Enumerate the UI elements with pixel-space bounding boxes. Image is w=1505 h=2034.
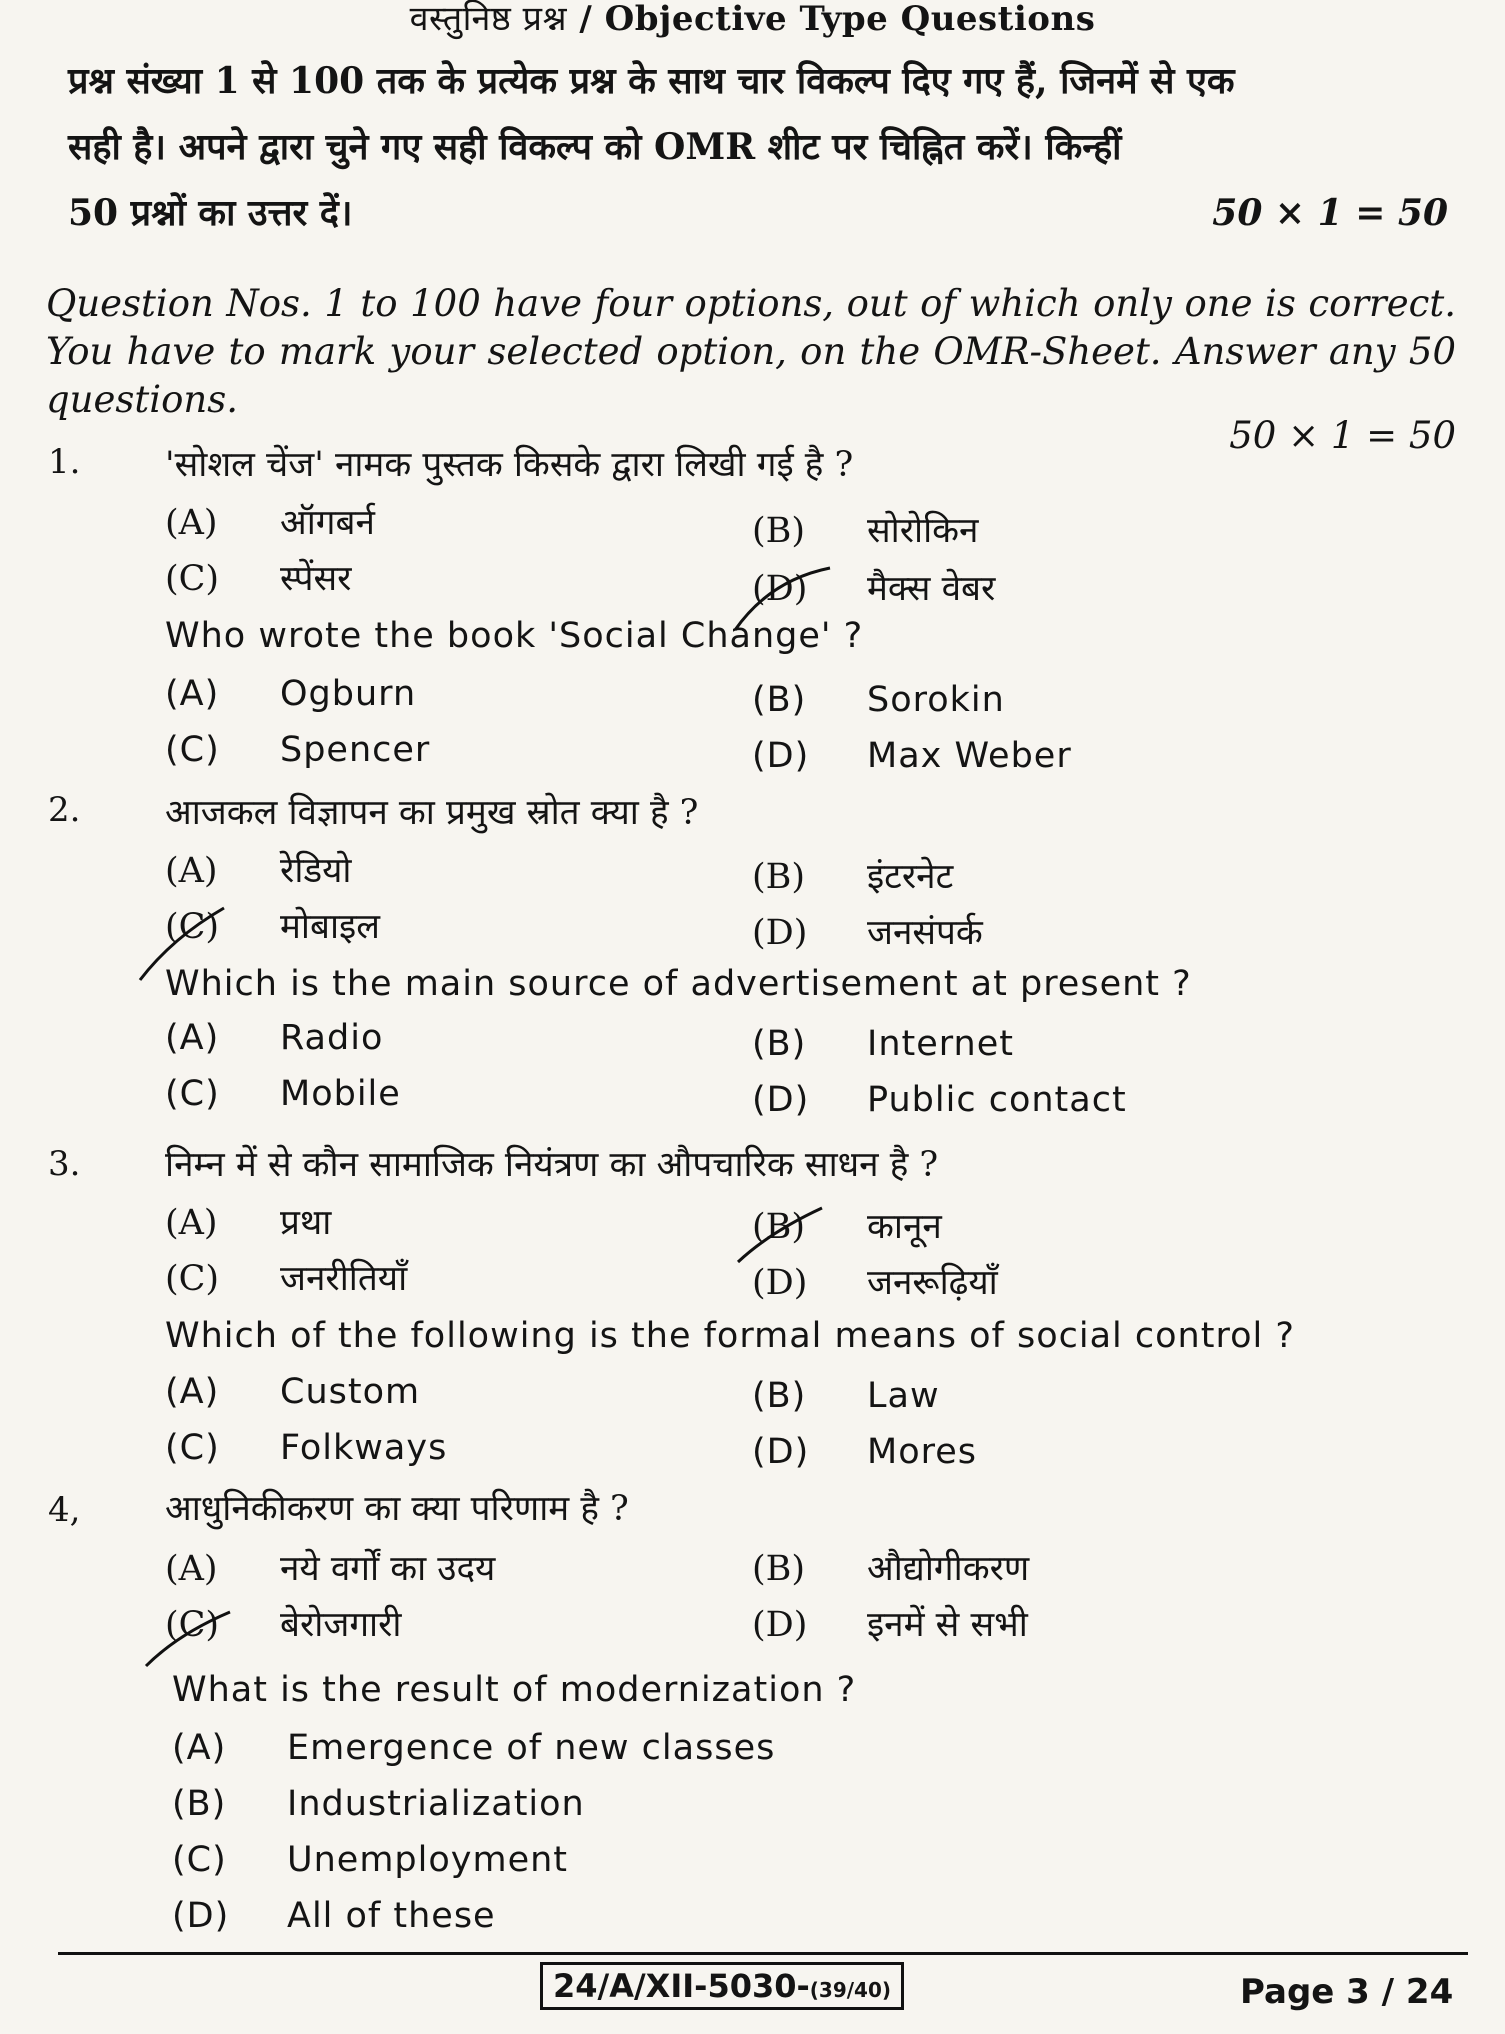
option-hindi-d xyxy=(752,1600,1028,1647)
question-stem-english: What is the result of modernization ? xyxy=(172,1670,857,1710)
question-number: 3. xyxy=(48,1144,81,1184)
option-text: Radio xyxy=(280,1018,384,1058)
option-label: (D) xyxy=(752,1432,810,1472)
option-text: औद्योगीकरण xyxy=(867,1549,1030,1589)
option-english-b xyxy=(752,1376,940,1416)
section-title-english: Objective Type Questions xyxy=(604,0,1096,39)
option-english-a xyxy=(172,1728,775,1768)
option-text: Max Weber xyxy=(867,736,1072,776)
option-hindi-d xyxy=(752,908,983,955)
option-hindi-b xyxy=(752,1544,1029,1591)
option-english-d xyxy=(172,1896,496,1936)
option-text: Spencer xyxy=(280,730,431,770)
instructions-english xyxy=(46,280,1456,457)
option-text: Sorokin xyxy=(867,680,1005,720)
option-hindi-a xyxy=(165,1198,331,1245)
question-number: 2. xyxy=(48,790,81,830)
question-number: 4, xyxy=(48,1490,81,1530)
instructions-hindi-line-1: प्रश्न संख्या 1 से 100 तक के प्रत्येक प्रश्न के साथ चार विकल्प दिए गए हैं, जिनमें से एक xyxy=(68,60,1235,102)
section-title xyxy=(0,0,1505,40)
option-label: (C) xyxy=(165,1259,220,1299)
option-hindi-c xyxy=(165,554,351,601)
option-english-d xyxy=(752,1080,1127,1120)
question-stem-english: Which is the main source of advertisement at present ? xyxy=(165,964,1192,1004)
option-english-c xyxy=(172,1840,568,1880)
question-stem-english: Which of the following is the formal means of social control ? xyxy=(165,1316,1295,1356)
option-text: सोरोकिन xyxy=(867,511,979,551)
option-label: (C) xyxy=(165,907,220,947)
option-text: नये वर्गों का उदय xyxy=(280,1549,496,1589)
option-label: (D) xyxy=(752,913,808,953)
marks-english: 50 × 1 = 50 xyxy=(1229,414,1456,457)
option-text: Industrialization xyxy=(287,1784,585,1824)
option-label: (B) xyxy=(172,1784,227,1824)
option-label: (D) xyxy=(752,569,808,609)
option-label: (A) xyxy=(165,1372,220,1412)
footer-rule xyxy=(58,1952,1468,1955)
option-text: मैक्स वेबर xyxy=(867,569,996,609)
option-text: रेडियो xyxy=(280,851,352,891)
option-english-d xyxy=(752,1432,977,1472)
option-text: All of these xyxy=(287,1896,496,1936)
option-hindi-c xyxy=(165,902,380,949)
option-text: Custom xyxy=(280,1372,421,1412)
option-text: Ogburn xyxy=(280,674,417,714)
instructions-hindi-line-2: सही है। अपने द्वारा चुने गए सही विकल्प को OMR शीट पर चिह्नित करें। किन्हीं xyxy=(68,126,1122,168)
option-text: Law xyxy=(867,1376,940,1416)
marks-hindi: 50 × 1 = 50 xyxy=(1212,192,1448,234)
option-english-c xyxy=(165,730,430,770)
option-hindi-d xyxy=(752,1258,998,1305)
option-text: बेरोजगारी xyxy=(280,1605,402,1645)
option-label: (C) xyxy=(165,1605,220,1645)
option-hindi-b xyxy=(752,852,953,899)
question-stem-hindi: आधुनिकीकरण का क्या परिणाम है ? xyxy=(165,1489,629,1529)
option-label: (A) xyxy=(165,503,218,543)
question-stem-hindi: आजकल विज्ञापन का प्रमुख स्रोत क्या है ? xyxy=(165,793,699,833)
option-label: (A) xyxy=(165,851,218,891)
question-number: 1. xyxy=(48,442,81,482)
option-hindi-a xyxy=(165,846,351,893)
option-label: (D) xyxy=(752,736,810,776)
option-label: (B) xyxy=(752,1376,807,1416)
question-stem-hindi: निम्न में से कौन सामाजिक नियंत्रण का औपचारिक साधन है ? xyxy=(165,1145,939,1185)
option-text: प्रथा xyxy=(280,1203,332,1243)
option-text: Mores xyxy=(867,1432,977,1472)
option-english-d xyxy=(752,736,1072,776)
option-label: (A) xyxy=(165,1018,220,1058)
option-label: (B) xyxy=(752,1549,806,1589)
option-english-b xyxy=(172,1784,585,1824)
option-label: (C) xyxy=(165,1074,220,1114)
option-label: (D) xyxy=(752,1080,810,1120)
option-text: ऑगबर्न xyxy=(280,503,375,543)
option-label: (A) xyxy=(172,1728,227,1768)
option-label: (B) xyxy=(752,857,806,897)
option-label: (C) xyxy=(165,1428,220,1468)
option-text: मोबाइल xyxy=(280,907,380,947)
section-title-separator: / xyxy=(579,0,593,39)
option-english-b xyxy=(752,680,1005,720)
option-text: इनमें से सभी xyxy=(867,1605,1028,1645)
option-text: जनरीतियाँ xyxy=(280,1259,408,1299)
question-stem-hindi: 'सोशल चेंज' नामक पुस्तक किसके द्वारा लिखी गई है ? xyxy=(165,445,854,485)
option-label: (B) xyxy=(752,511,806,551)
paper-code-suffix: (39/40) xyxy=(809,1978,892,2002)
option-label: (A) xyxy=(165,674,220,714)
option-hindi-b xyxy=(752,1202,942,1249)
option-english-b xyxy=(752,1024,1014,1064)
option-label: (A) xyxy=(165,1203,218,1243)
option-label: (C) xyxy=(165,559,220,599)
option-hindi-b xyxy=(752,506,978,553)
option-text: Mobile xyxy=(280,1074,401,1114)
option-label: (B) xyxy=(752,680,807,720)
instructions-hindi-line-3: 50 प्रश्नों का उत्तर दें। xyxy=(68,192,353,234)
option-text: Internet xyxy=(867,1024,1014,1064)
option-label: (B) xyxy=(752,1024,807,1064)
option-text: स्पेंसर xyxy=(280,559,352,599)
section-title-hindi: वस्तुनिष्ठ प्रश्न xyxy=(409,0,568,39)
option-text: जनरूढ़ियाँ xyxy=(867,1263,998,1303)
option-text: Public contact xyxy=(867,1080,1127,1120)
option-english-a xyxy=(165,674,416,714)
option-label: (D) xyxy=(752,1263,808,1303)
paper-code-text: 24/A/XII-5030- xyxy=(553,1967,810,2005)
option-label: (B) xyxy=(752,1207,806,1247)
option-hindi-d xyxy=(752,564,995,611)
option-hindi-c xyxy=(165,1254,407,1301)
option-label: (D) xyxy=(172,1896,230,1936)
paper-code xyxy=(540,1962,904,2010)
option-english-a xyxy=(165,1018,383,1058)
option-label: (D) xyxy=(752,1605,808,1645)
option-label: (A) xyxy=(165,1549,218,1589)
option-text: Folkways xyxy=(280,1428,448,1468)
option-text: Emergence of new classes xyxy=(287,1728,776,1768)
question-stem-english: Who wrote the book 'Social Change' ? xyxy=(165,616,864,656)
instructions-english-text: Question Nos. 1 to 100 have four options, out of which only one is correct. You have to mark your selected option, on the OMR-Sheet. Answer any 50 questions. xyxy=(46,282,1456,421)
option-text: इंटरनेट xyxy=(867,857,954,897)
option-text: कानून xyxy=(867,1207,942,1247)
option-english-c xyxy=(165,1074,401,1114)
option-english-c xyxy=(165,1428,447,1468)
instructions-hindi xyxy=(68,48,1448,246)
option-text: जनसंपर्क xyxy=(867,913,983,953)
option-hindi-c xyxy=(165,1600,402,1647)
page-number: Page 3 / 24 xyxy=(1240,1972,1454,2012)
option-label: (C) xyxy=(165,730,220,770)
option-hindi-a xyxy=(165,1544,495,1591)
option-text: Unemployment xyxy=(287,1840,569,1880)
option-hindi-a xyxy=(165,498,375,545)
option-english-a xyxy=(165,1372,420,1412)
option-label: (C) xyxy=(172,1840,227,1880)
